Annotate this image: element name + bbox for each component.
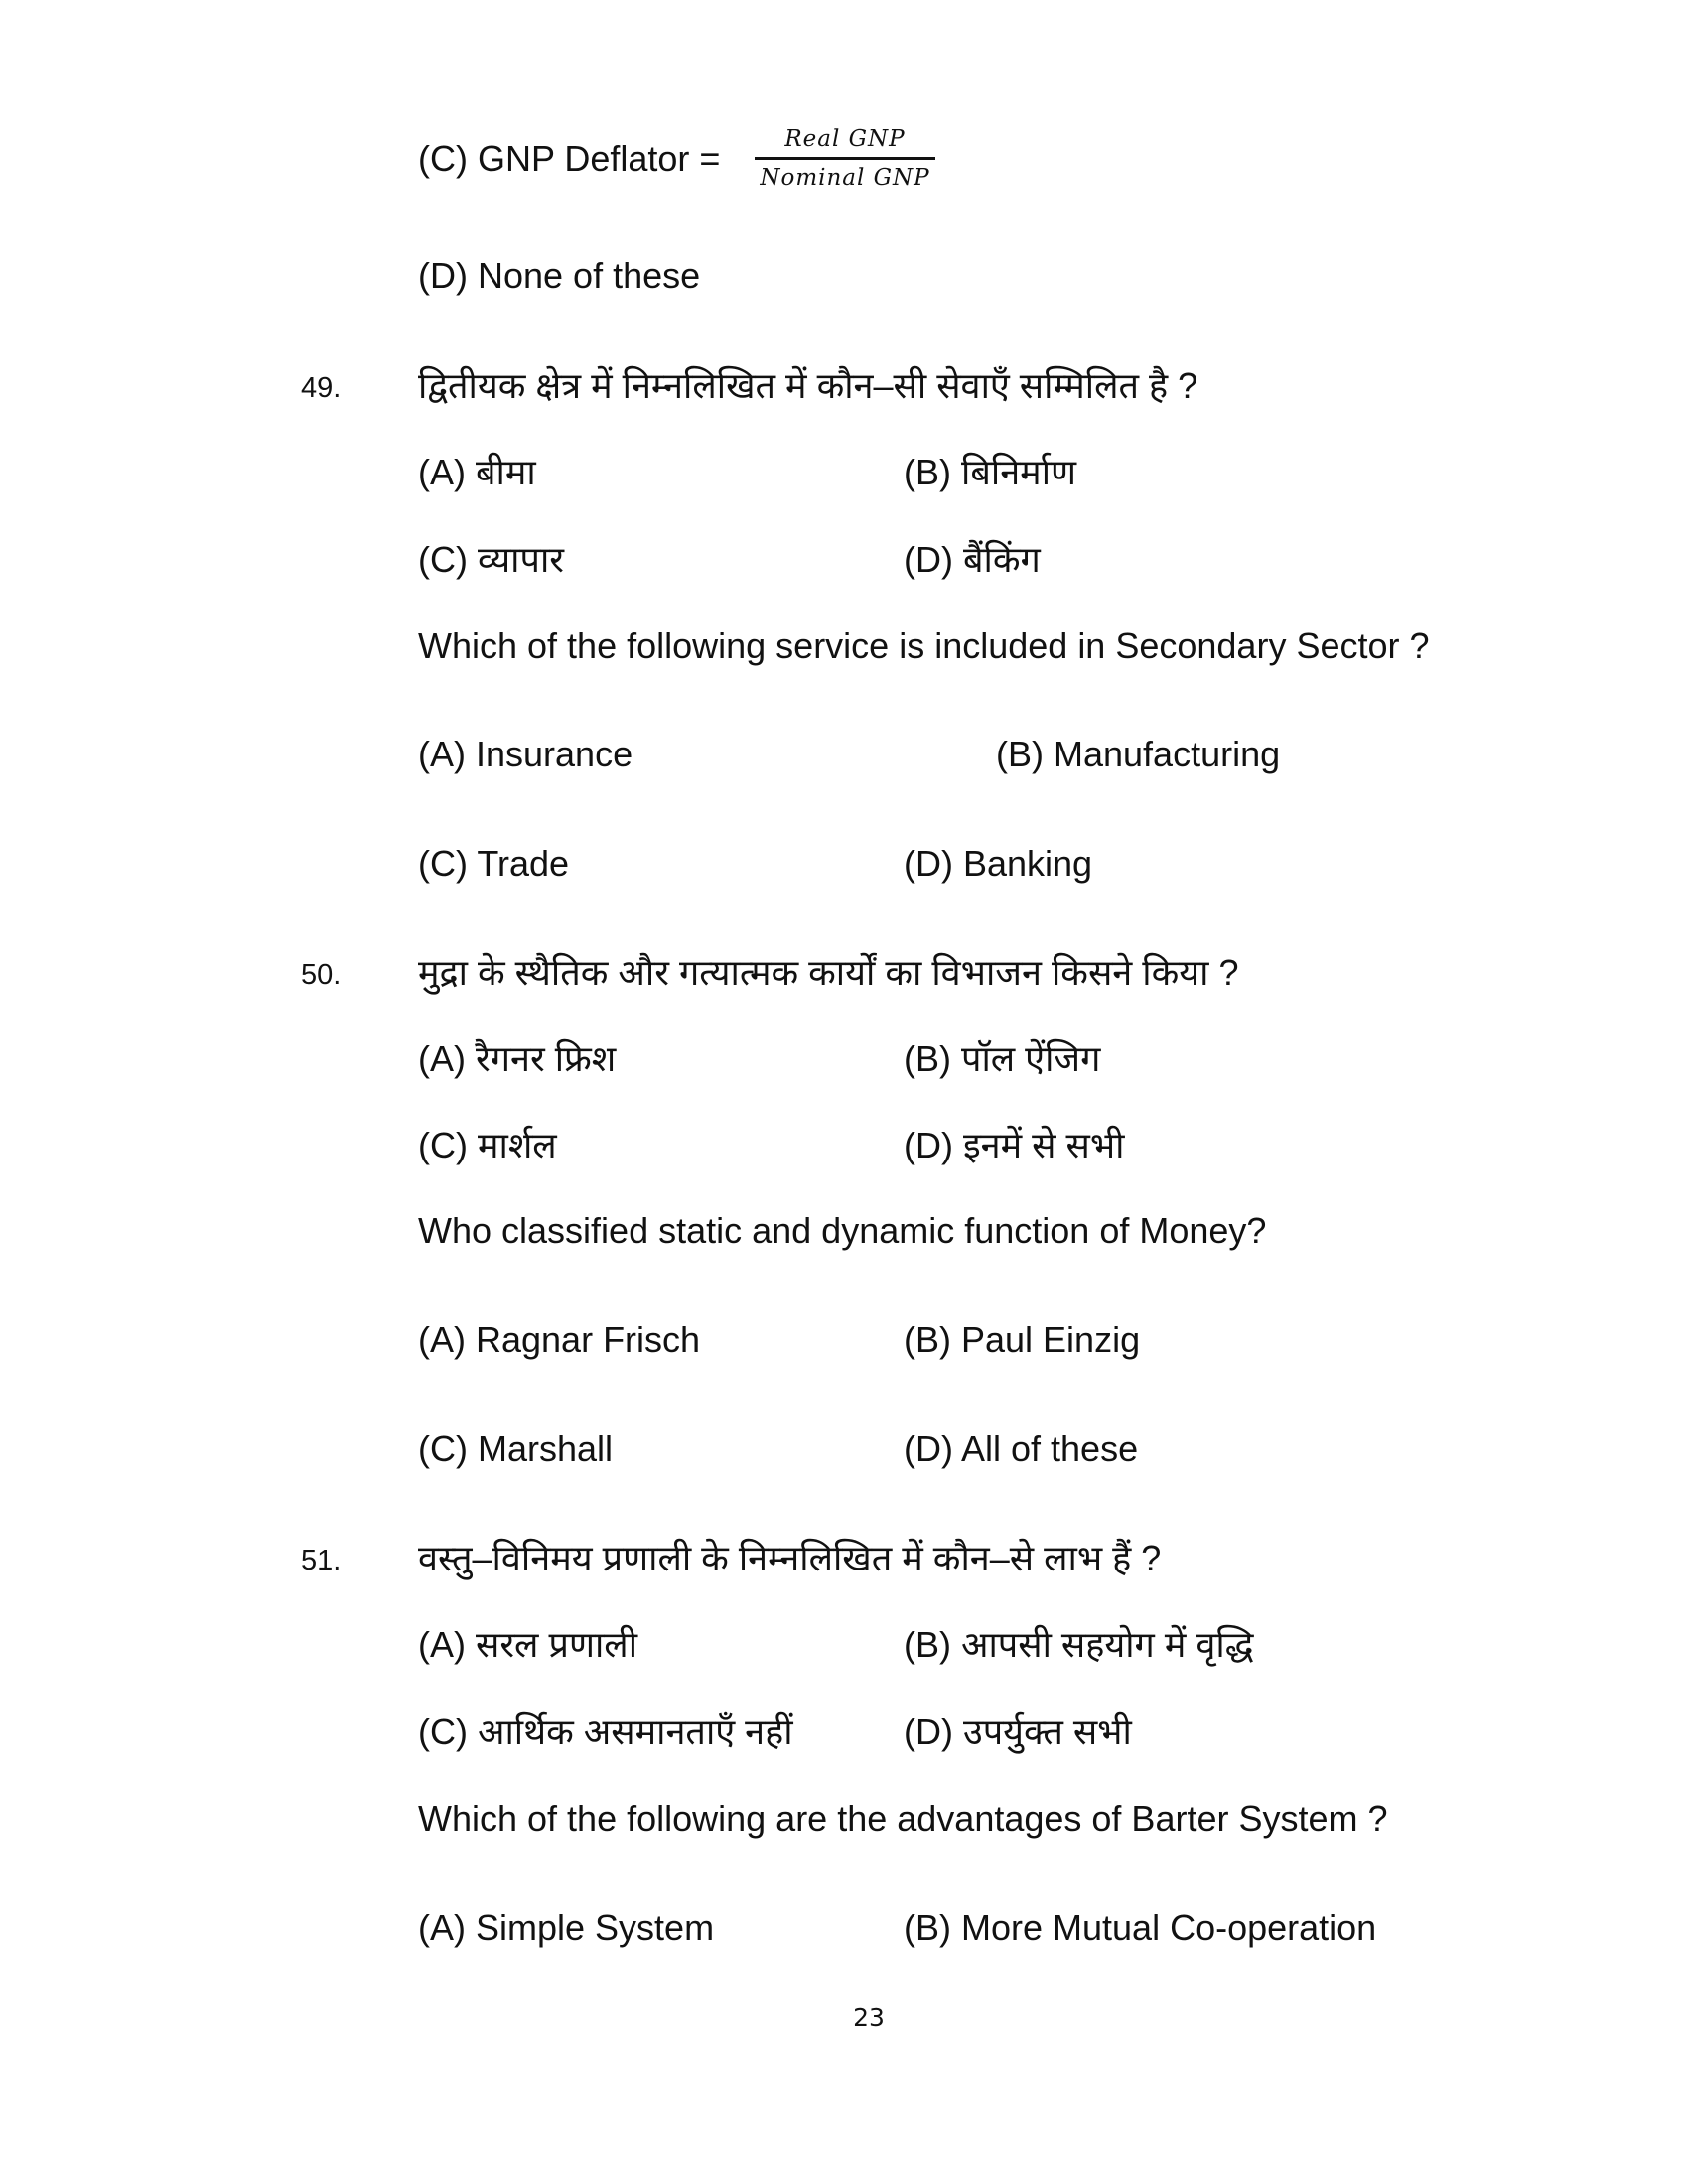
q49-hindi-option-c: (C) व्यापार [418, 539, 564, 580]
q50-hindi-option-c: (C) मार्शल [418, 1125, 557, 1165]
q50-hindi-option-d: (D) इनमें से सभी [904, 1125, 1125, 1165]
fraction-numerator: Real GNP [784, 126, 906, 152]
question-number-50: 50. [301, 959, 342, 991]
q49-hindi-option-a: (A) बीमा [418, 452, 536, 492]
q51-option-b: (B) More Mutual Co-operation [904, 1907, 1377, 1948]
question-49-english: Which of the following service is included in Secondary Sector ? [418, 625, 1430, 666]
q51-hindi-option-c: (C) आर्थिक असमानताएँ नहीं [418, 1711, 793, 1752]
fraction-denominator: Nominal GNP [760, 165, 930, 191]
question-50-english: Who classified static and dynamic function of Money? [418, 1210, 1267, 1251]
question-51-english: Which of the following are the advantages of Barter System ? [418, 1798, 1388, 1839]
q50-option-c: (C) Marshall [418, 1429, 614, 1469]
q51-option-a: (A) Simple System [418, 1907, 715, 1948]
q50-option-a: (A) Ragnar Frisch [418, 1319, 701, 1360]
gnp-deflator-fraction [755, 125, 935, 192]
option-d-none: (D) None of these [418, 255, 701, 296]
q51-hindi-option-a: (A) सरल प्रणाली [418, 1624, 638, 1665]
q50-hindi-option-b: (B) पॉल ऐंजिग [904, 1038, 1101, 1079]
q50-hindi-option-a: (A) रैगनर फ्रिश [418, 1038, 617, 1079]
fraction-bar [755, 157, 935, 160]
q49-option-d: (D) Banking [904, 843, 1093, 884]
page-number: 23 [853, 2003, 885, 2032]
question-49-hindi: द्वितीयक क्षेत्र में निम्नलिखित में कौन–सी सेवाएँ सम्मिलित है ? [418, 365, 1198, 406]
q49-hindi-option-b: (B) बिनिर्माण [904, 452, 1077, 492]
q49-option-a: (A) Insurance [418, 734, 633, 774]
q49-option-b: (B) Manufacturing [996, 734, 1281, 774]
q50-option-d: (D) All of these [904, 1429, 1139, 1469]
question-number-51: 51. [301, 1545, 342, 1576]
q49-hindi-option-d: (D) बैंकिंग [904, 539, 1041, 580]
q49-option-c: (C) Trade [418, 843, 570, 884]
q50-option-b: (B) Paul Einzig [904, 1319, 1141, 1360]
q51-hindi-option-d: (D) उपर्युक्त सभी [904, 1711, 1132, 1752]
q51-hindi-option-b: (B) आपसी सहयोग में वृद्धि [904, 1624, 1254, 1665]
question-number-49: 49. [301, 372, 342, 404]
option-c-gnp-deflator: (C) GNP Deflator = [418, 138, 721, 179]
question-51-hindi: वस्तु–विनिमय प्रणाली के निम्नलिखित में कौन–से लाभ हैं ? [418, 1538, 1162, 1578]
question-50-hindi: मुद्रा के स्थैतिक और गत्यात्मक कार्यों का विभाजन किसने किया ? [418, 952, 1239, 993]
